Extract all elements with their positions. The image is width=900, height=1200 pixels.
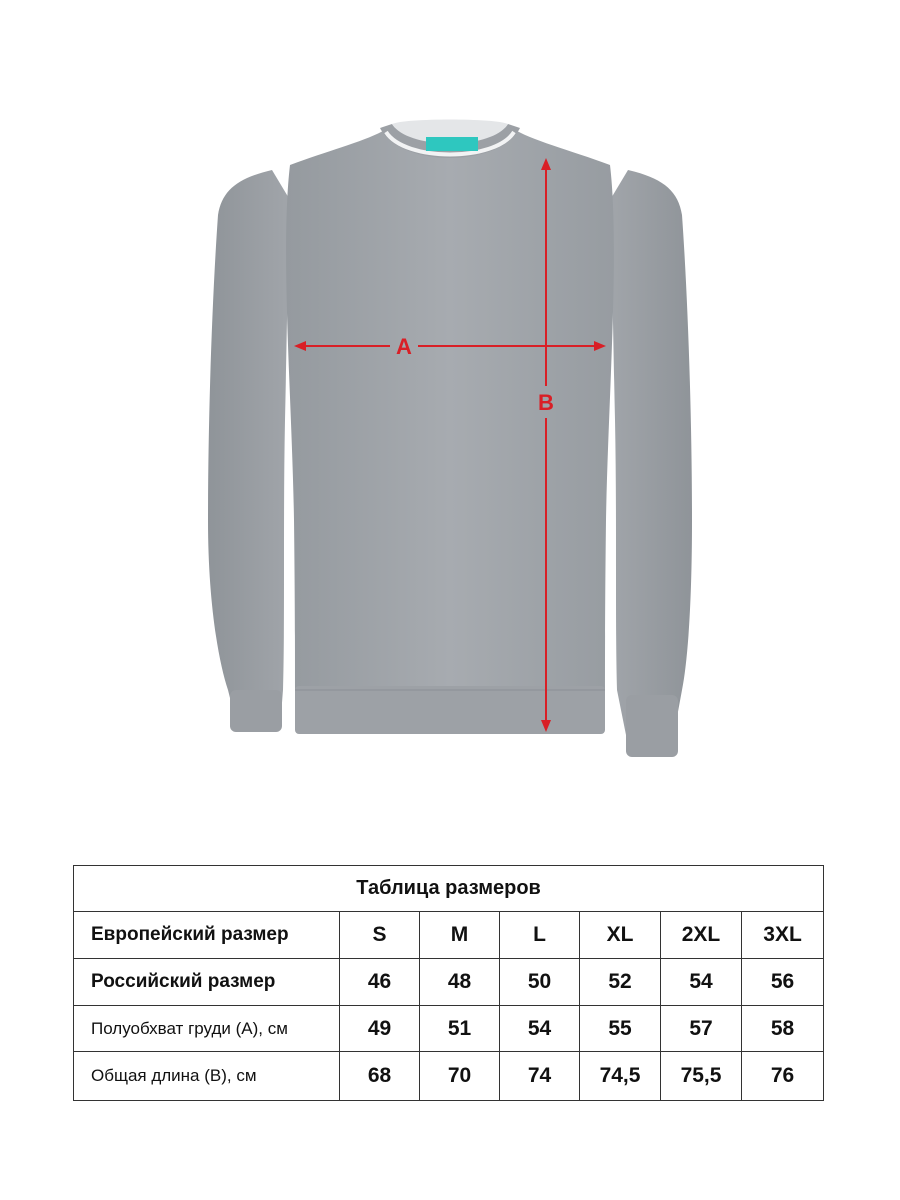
right-sleeve xyxy=(610,170,692,755)
label-a: A xyxy=(396,334,412,359)
table-cell: 55 xyxy=(580,1006,661,1052)
table-cell: 74,5 xyxy=(580,1052,661,1101)
left-sleeve xyxy=(208,170,290,730)
table-cell: 56 xyxy=(742,959,824,1006)
table-title-row xyxy=(74,866,824,912)
waistband xyxy=(295,686,605,734)
table-row xyxy=(74,912,824,959)
table-row xyxy=(74,1052,824,1101)
table-cell: 58 xyxy=(742,1006,824,1052)
table-row xyxy=(74,959,824,1006)
table-cell: 76 xyxy=(742,1052,824,1101)
table-cell: 50 xyxy=(500,959,580,1006)
right-cuff xyxy=(626,695,678,757)
table-cell: 75,5 xyxy=(661,1052,742,1101)
left-cuff xyxy=(230,690,282,732)
row-label: Российский размер xyxy=(74,959,340,1006)
table-cell: 2XL xyxy=(661,912,742,959)
table-cell: S xyxy=(340,912,420,959)
size-table xyxy=(73,865,824,1101)
table-cell: 70 xyxy=(420,1052,500,1101)
table-cell: L xyxy=(500,912,580,959)
table-title: Таблица размеров xyxy=(74,866,824,912)
table-cell: 74 xyxy=(500,1052,580,1101)
table-cell: 68 xyxy=(340,1052,420,1101)
table-cell: 52 xyxy=(580,959,661,1006)
row-label: Полуобхват груди (А), см xyxy=(74,1006,340,1052)
table-cell: 46 xyxy=(340,959,420,1006)
table-row xyxy=(74,1006,824,1052)
table-cell: 54 xyxy=(500,1006,580,1052)
collar-tag-icon xyxy=(426,137,478,151)
sweater-body xyxy=(286,128,614,690)
table-cell: 49 xyxy=(340,1006,420,1052)
label-b: B xyxy=(538,390,554,415)
table-cell: 57 xyxy=(661,1006,742,1052)
table-cell: 48 xyxy=(420,959,500,1006)
row-label: Европейский размер xyxy=(74,912,340,959)
table-cell: M xyxy=(420,912,500,959)
table-cell: 3XL xyxy=(742,912,824,959)
table-cell: 54 xyxy=(661,959,742,1006)
table-cell: 51 xyxy=(420,1006,500,1052)
row-label: Общая длина (В), см xyxy=(74,1052,340,1101)
table-cell: XL xyxy=(580,912,661,959)
